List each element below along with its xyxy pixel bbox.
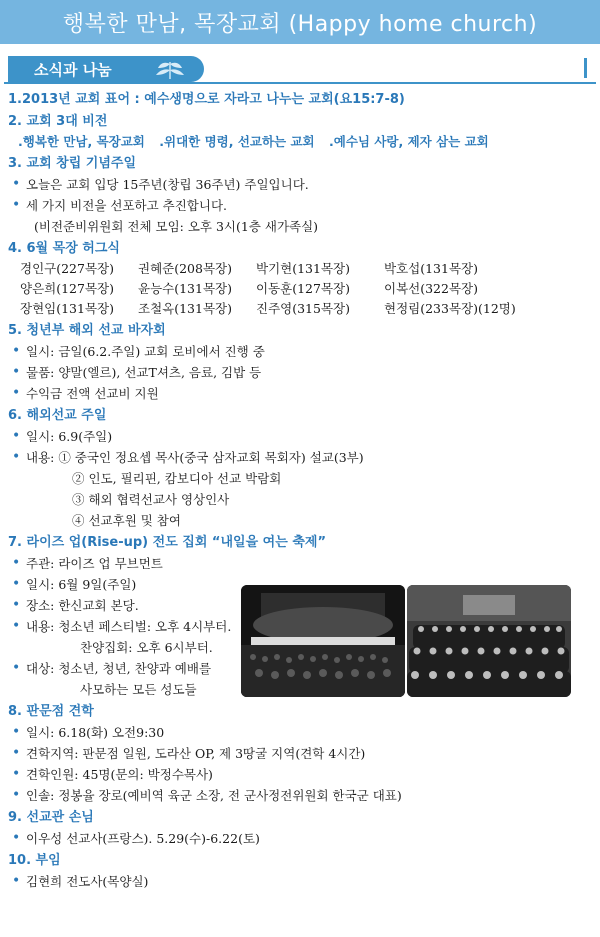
item-6-sub: ④ 선교후원 및 참여 bbox=[72, 513, 181, 528]
item-3-heading: 3. 교회 창립 기념주일 bbox=[8, 156, 137, 171]
item-7-line: • 장소: 한신교회 본당. bbox=[8, 595, 594, 616]
item-7-sub: 사모하는 모든 성도들 bbox=[80, 682, 197, 697]
item-7-line: • 내용: 청소년 페스티벌: 오후 4시부터. bbox=[8, 616, 594, 637]
news-content bbox=[8, 88, 594, 892]
concert-photo bbox=[241, 585, 405, 697]
hug-name: 장현임(131목장) bbox=[20, 301, 114, 316]
item-6-sub: ③ 해외 협력선교사 영상인사 bbox=[72, 492, 230, 507]
item-10-line: • 김현희 전도사(목양실) bbox=[8, 871, 594, 892]
hug-name: 이동훈(127목장) bbox=[256, 281, 350, 296]
item-9-line: • 이우성 선교사(프랑스). 5.29(수)-6.22(토) bbox=[8, 828, 594, 849]
hug-name: 양은희(127목장) bbox=[20, 281, 114, 296]
item-10-heading: 10. 부임 bbox=[8, 853, 61, 868]
hug-name: 진주영(315목장) bbox=[256, 301, 350, 316]
item-3-line: • 오늘은 교회 입당 15주년(창립 36주년) 주일입니다. bbox=[8, 174, 594, 195]
event-photos bbox=[241, 585, 585, 697]
item-8-line: • 견학인원: 45명(문의: 박정수목사) bbox=[8, 764, 594, 785]
leaf-icon bbox=[150, 58, 190, 80]
vision-item: .행복한 만남, 목장교회 bbox=[18, 134, 145, 149]
item-6-heading: 6. 해외선교 주일 bbox=[8, 408, 107, 423]
hug-name: 윤능수(131목장) bbox=[138, 281, 232, 296]
item-3-line: • 세 가지 비전을 선포하고 추진합니다. bbox=[8, 195, 594, 216]
vision-list bbox=[8, 132, 594, 152]
item-6-line: • 일시: 6.9(주일) bbox=[8, 426, 594, 447]
item-7-line: • 주관: 라이즈 업 무브먼트 bbox=[8, 553, 594, 574]
item-8-line: • 인솔: 정봉율 장로(예비역 육군 소장, 전 군사정전위원회 한국군 대표) bbox=[8, 785, 594, 806]
item-4-heading: 4. 6월 목장 허그식 bbox=[8, 241, 120, 256]
item-7-line: • 대상: 청소년, 청년, 찬양과 예배를 bbox=[8, 658, 594, 679]
item-7-heading: 7. 라이즈 업(Rise-up) 전도 집회 “내일을 여는 축제” bbox=[8, 535, 326, 550]
item-8-line: • 일시: 6.18(화) 오전9:30 bbox=[8, 722, 594, 743]
hug-name: 박기현(131목장) bbox=[256, 261, 350, 276]
header-title: 행복한 만남, 목장교회 (Happy home church) bbox=[62, 11, 538, 37]
item-1-heading: 1.2013년 교회 표어 : 예수생명으로 자라고 나누는 교회(요15:7-8) bbox=[8, 92, 405, 107]
hug-name: 이복선(322목장) bbox=[384, 281, 478, 296]
section-tab-label: 소식과 나눔 bbox=[34, 60, 112, 79]
item-6-line: • 내용: ① 중국인 정요셉 목사(중국 삼자교회 목회자) 설교(3부) bbox=[8, 447, 594, 468]
item-8-line: • 견학지역: 판문점 일원, 도라산 OP, 제 3땅굴 지역(견학 4시간) bbox=[8, 743, 594, 764]
item-6-sub: ② 인도, 필리핀, 캄보디아 선교 박람회 bbox=[72, 471, 282, 486]
item-5-heading: 5. 청년부 해외 선교 바자회 bbox=[8, 323, 166, 338]
vision-item: .예수님 사랑, 제자 삼는 교회 bbox=[329, 134, 489, 149]
hug-name: 권혜준(208목장) bbox=[138, 261, 232, 276]
item-7-line: • 일시: 6월 9일(주일) bbox=[8, 574, 594, 595]
vision-item: .위대한 명령, 선교하는 교회 bbox=[159, 134, 315, 149]
hug-name: 조철옥(131목장) bbox=[138, 301, 232, 316]
item-5-line: • 수익금 전액 선교비 지원 bbox=[8, 383, 594, 404]
hug-name: 현정림(233목장)(12명) bbox=[384, 301, 516, 316]
item-9-heading: 9. 선교관 손님 bbox=[8, 810, 94, 825]
item-8-heading: 8. 판문점 견학 bbox=[8, 704, 94, 719]
item-3-note: (비전준비위원회 전체 모임: 오후 3시(1층 새가족실) bbox=[34, 219, 319, 234]
item-2-heading: 2. 교회 3대 비전 bbox=[8, 114, 108, 129]
page-header bbox=[0, 0, 600, 48]
item-5-line: • 물품: 양말(엘르), 선교T셔츠, 음료, 김밥 등 bbox=[8, 362, 594, 383]
group-photo bbox=[407, 585, 571, 697]
hug-name: 박호섭(131목장) bbox=[384, 261, 478, 276]
hug-list bbox=[8, 259, 594, 319]
hug-name: 경인구(227목장) bbox=[20, 261, 114, 276]
edge-mark bbox=[584, 58, 587, 78]
section-divider bbox=[4, 82, 596, 84]
item-5-line: • 일시: 금일(6.2.주일) 교회 로비에서 진행 중 bbox=[8, 341, 594, 362]
item-7-sub: 찬양집회: 오후 6시부터. bbox=[80, 640, 213, 655]
